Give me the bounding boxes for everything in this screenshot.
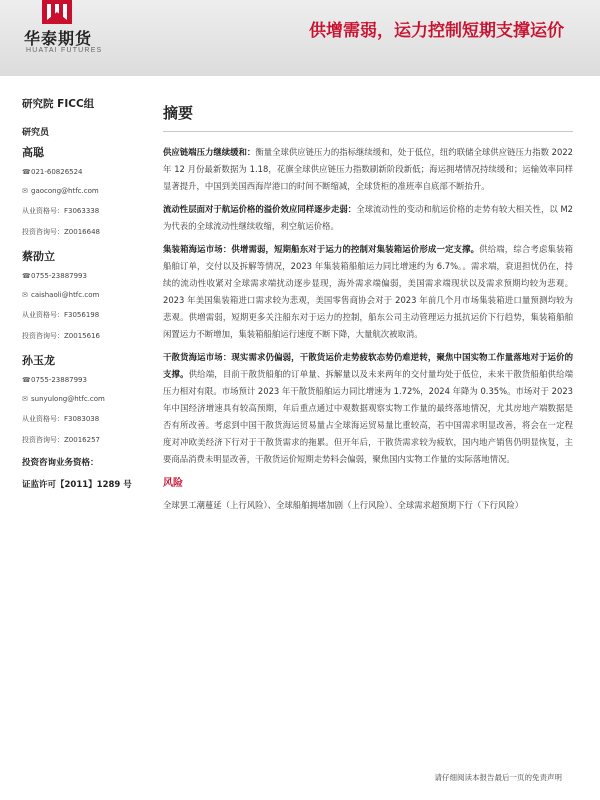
researcher-name: 蔡劭立 [22, 250, 55, 263]
researcher-card [22, 248, 147, 341]
phone-icon: ☎ [22, 168, 31, 176]
phone-icon: ☎ [22, 376, 31, 384]
research-group: 研究院 FICC组 [22, 98, 95, 110]
summary-paragraph [163, 241, 573, 343]
researcher-card [22, 352, 147, 445]
risk-title: 风险 [163, 478, 183, 489]
researcher-email[interactable]: gaocong@htfc.com [31, 187, 99, 195]
phone-icon: ☎ [22, 272, 31, 280]
researchers-label: 研究员 [22, 128, 50, 138]
report-title: 供增需弱，运力控制短期支撑运价 [309, 21, 564, 41]
risk-body: 全球罢工潮蔓延（上行风险）、全球船舶拥堵加剧（上行风险）、全球需求超预期下行（下行风险） [163, 500, 524, 510]
researcher-email[interactable]: sunyulong@htfc.com [31, 395, 105, 403]
qualification-label: 投资咨询业务资格： [22, 458, 99, 468]
researcher-invest-no: 投资咨询号：Z0015616 [22, 332, 100, 340]
summary-section [163, 102, 573, 514]
paragraph-body: 衡量全球供应链压力的指标继续缓和，处于低位，纽约联储全球供应链压力指数 2022 年 12 月份最新数据为 1.18，花旗全球供应链压力指数刷新阶段新低；海运拥堵情况持续缓和；运输效率同样显著提升，中国到美国西海岸港口的时间不断缩减，全球货柜的准班率自底部不断抬升。 [163, 147, 573, 191]
report-header [0, 0, 600, 76]
author-sidebar [22, 96, 147, 500]
researcher-phone: 021-60826524 [31, 168, 83, 176]
summary-paragraph [163, 144, 573, 195]
summary-paragraph [163, 201, 573, 235]
researcher-phone: 0755-23887993 [31, 376, 87, 384]
researcher-license: 从业资格号：F3063338 [22, 207, 100, 215]
disclaimer-footer: 请仔细阅读本报告最后一页的免责声明 [434, 773, 562, 782]
researcher-email[interactable]: caishaoli@htfc.com [31, 291, 100, 299]
paragraph-body: 全球流动性的变动和航运价格的走势有较大相关性，以 M2 为代表的全球流动性继续收缩，利空航运价格。 [163, 204, 574, 231]
logo-mark-icon [40, 0, 74, 26]
paragraph-lead: 干散货海运市场：现实需求仍偏弱，干散货运价走势疲软态势仍难逆转，聚焦中国实物工作量落地对于运价的支撑。 [163, 352, 573, 379]
researcher-license: 从业资格号：F3083038 [22, 415, 100, 423]
section-title: 摘要 [163, 102, 573, 132]
paragraph-body: 供给端，综合考虑集装箱船舶订单，交付以及拆解等情况，2023 年集装箱船舶运力同比增速约为 6.7%。。需求端，衰退担忧仍在，持续的流动性收紧对全球需求端扰动逐步显现，海外需求端偏弱，美国需求端现状以及需求预期均较为悲观。2023 年美国集装箱进口需求较为悲观，美国零售商协会对于 2023 年前几个月市场集装箱进口量预测均较为悲观。供増需弱，短期更多关注船东对于运力的控制，船东公司主动管理运力抵抗运价下行趋势，集装箱船舶闲置运力不断增加，集装箱船舶运行速度不断下降，大量航次被取消。 [163, 244, 573, 339]
researcher-phone: 0755-23887993 [31, 272, 87, 280]
paragraph-lead: 流动性层面对于航运价格的溢价效应同样逐步走弱： [163, 204, 357, 214]
logo-name-en: HUATAI FUTURES [26, 47, 103, 54]
email-icon: ✉ [22, 187, 28, 195]
logo-name-cn: 华泰期货 [24, 29, 93, 48]
researcher-name: 孙玉龙 [22, 354, 55, 367]
researcher-invest-no: 投资咨询号：Z0016648 [22, 228, 100, 236]
researcher-invest-no: 投资咨询号：Z0016257 [22, 436, 100, 444]
researcher-license: 从业资格号：F3056198 [22, 311, 100, 319]
paragraph-lead: 供应链端压力继续缓和： [163, 147, 256, 157]
researcher-card [22, 144, 147, 237]
summary-paragraph [163, 349, 573, 468]
paragraph-body: 供给端，目前干散货船舶的订单量、拆解量以及未来两年的交付量均处于低位，未来干散货船舶供给端压力相对有限。市场预计 2023 年干散货船舶运力同比增速为 1.72%，2024 年降为 0.35%。市场对于 2023 年中国经济增速具有较高预期，年后重点通过中观数据观察实物工作量的最终落地情况，尤其房地产端数据是否有所改善。考虑到中国干散货海运贸易量占全球海运贸易量比重较高，若中国需求明显改善，将会在一定程度对冲欧美经济下行对于干散货需求的拖累。但开年后，干散货需求较为疲软，国内地产销售仍明显恢复，主要商品消费未明显改善，干散货运价短期走势料会偏弱，聚焦国内实物工作量的实际落地情况。 [163, 369, 574, 464]
license-number: 证监许可【2011】1289 号 [22, 480, 132, 490]
email-icon: ✉ [22, 395, 28, 403]
researcher-name: 高聪 [22, 146, 44, 159]
email-icon: ✉ [22, 291, 28, 299]
paragraph-lead: 集装箱海运市场：供增需弱，短期船东对于运力的控制对集装箱运价形成一定支撑。 [163, 244, 480, 254]
